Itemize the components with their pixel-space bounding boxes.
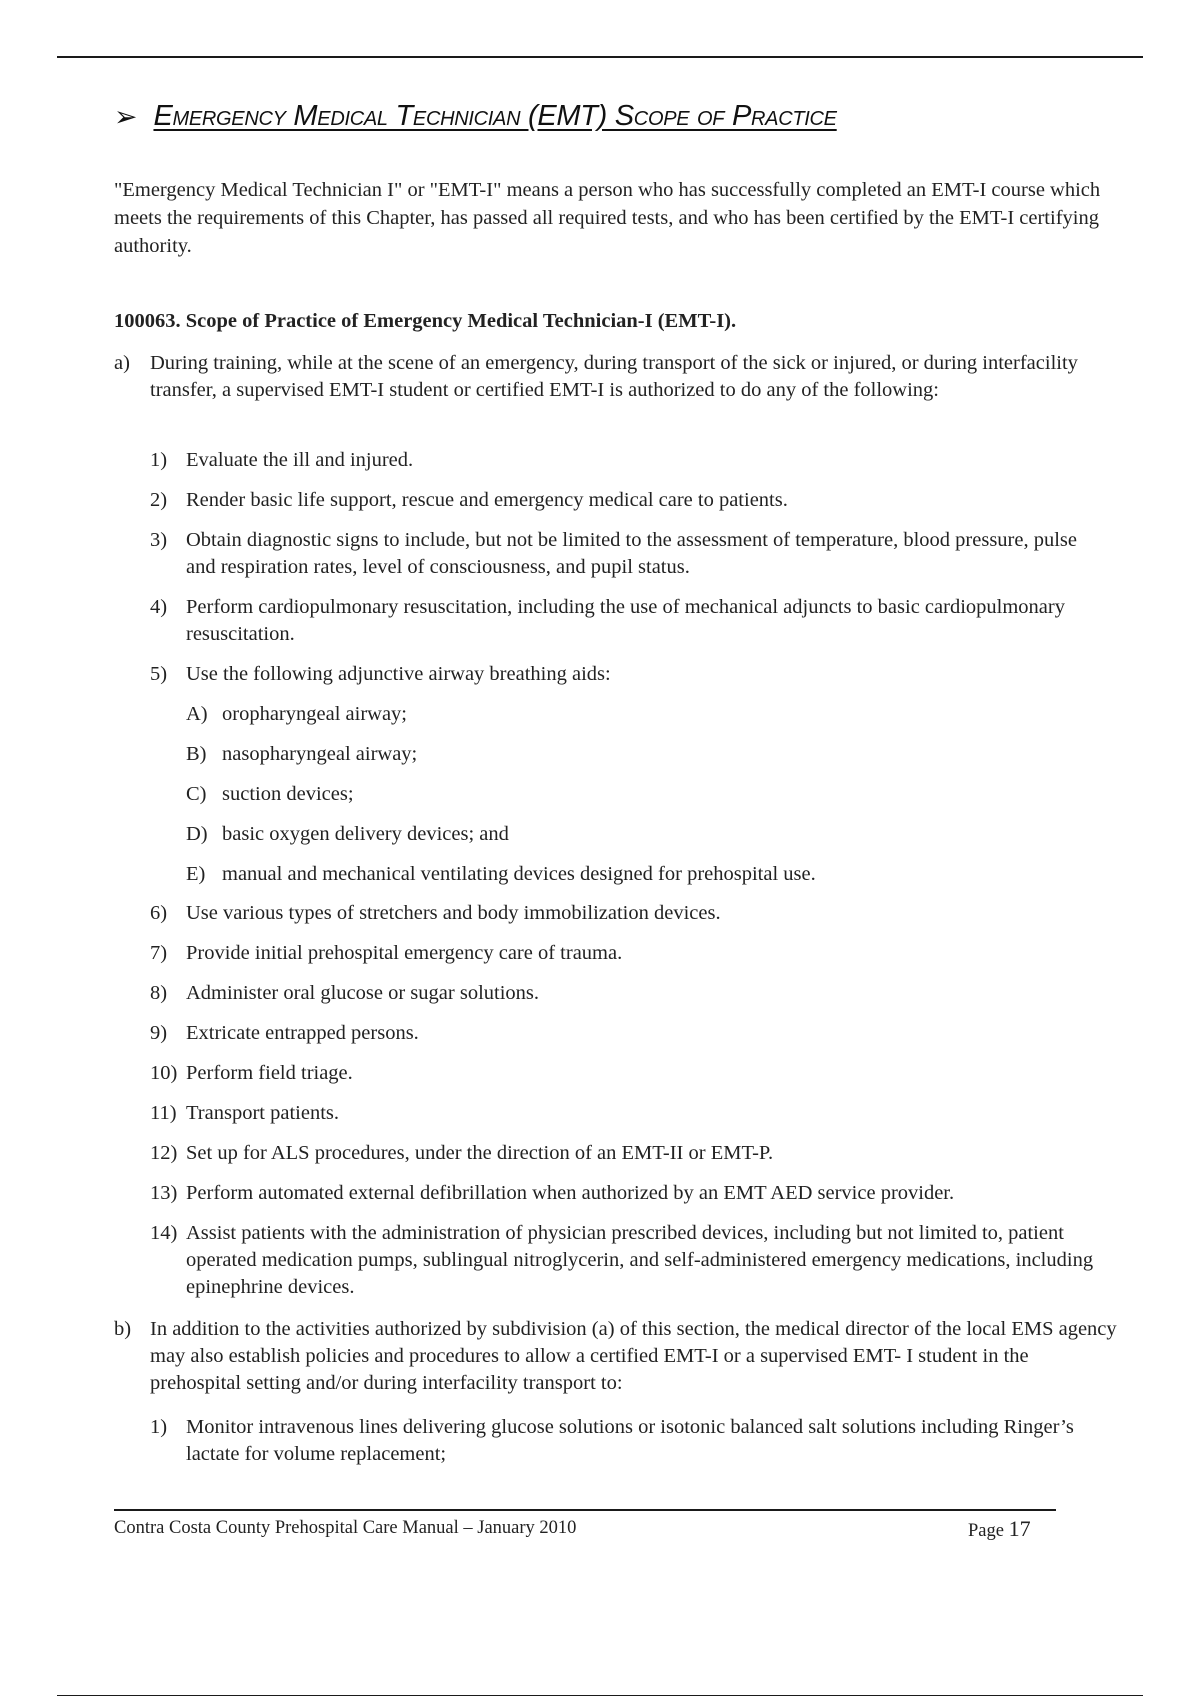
sub-list-item	[186, 781, 1126, 808]
item-text: Perform automated external defibrillation when authorized by an EMT AED service provider.	[186, 1182, 955, 1204]
item-text: Administer oral glucose or sugar solutions.	[186, 982, 540, 1004]
section-heading	[114, 100, 837, 133]
list-item	[150, 1020, 1130, 1047]
item-label: 13)	[150, 1182, 178, 1204]
list-item-b	[114, 1316, 1124, 1397]
item-label: B)	[186, 743, 207, 765]
list-item	[150, 661, 1130, 688]
item-label: 2)	[150, 489, 168, 511]
page-number-value: 17	[1008, 1516, 1031, 1541]
item-text: oropharyngeal airway;	[222, 703, 407, 725]
item-label: 6)	[150, 902, 168, 924]
item-label: 11)	[150, 1102, 177, 1124]
list-item	[150, 447, 1130, 474]
list-item	[150, 527, 1100, 581]
item-text: Perform field triage.	[186, 1062, 353, 1084]
item-text: Transport patients.	[186, 1102, 339, 1124]
sub-list-item	[186, 741, 1126, 768]
list-item	[150, 1100, 1130, 1127]
item-text: basic oxygen delivery devices; and	[222, 823, 509, 845]
page-number	[968, 1516, 1031, 1542]
item-text: In addition to the activities authorized by subdivision (a) of this section, the medical director of the local EMS agency may also establish policies and procedures to allow a certified EMT-I or a supervised EMT- I student in the prehospital setting and/or during interfacility transport to:	[150, 1318, 1117, 1394]
list-item	[150, 1140, 1130, 1167]
footer-rule	[114, 1509, 1056, 1511]
sub-list-item	[186, 701, 1126, 728]
item-label: 7)	[150, 942, 168, 964]
list-item	[150, 1414, 1100, 1468]
item-text: Provide initial prehospital emergency care of trauma.	[186, 942, 623, 964]
item-label: a)	[114, 352, 130, 374]
item-text: Render basic life support, rescue and emergency medical care to patients.	[186, 489, 788, 511]
item-text: Use various types of stretchers and body immobilization devices.	[186, 902, 721, 924]
item-label: b)	[114, 1318, 132, 1340]
page-label: Page	[968, 1521, 1004, 1541]
list-item	[150, 940, 1130, 967]
item-text: Evaluate the ill and injured.	[186, 449, 414, 471]
item-text: Use the following adjunctive airway breathing aids:	[186, 663, 611, 685]
item-label: 1)	[150, 449, 168, 471]
item-label: 12)	[150, 1142, 178, 1164]
item-label: E)	[186, 863, 206, 885]
list-item	[150, 487, 1130, 514]
arrow-bullet-icon: ➢	[114, 100, 138, 132]
footer-title: Contra Costa County Prehospital Care Manual – January 2010	[114, 1518, 577, 1538]
item-text: nasopharyngeal airway;	[222, 743, 418, 765]
item-label: A)	[186, 703, 208, 725]
list-item	[150, 1220, 1130, 1301]
list-item	[150, 594, 1100, 648]
heading-title: Emergency Medical Technician (EMT) Scope of Practice	[153, 100, 837, 132]
list-item-a	[114, 350, 1134, 404]
item-label: 1)	[150, 1416, 168, 1438]
item-label: 10)	[150, 1062, 178, 1084]
item-label: 9)	[150, 1022, 168, 1044]
list-item	[150, 900, 1130, 927]
list-item	[150, 1180, 1130, 1207]
item-text: Extricate entrapped persons.	[186, 1022, 419, 1044]
item-text: During training, while at the scene of an emergency, during transport of the sick or injured, or during interfacility transfer, a supervised EMT-I student or certified EMT-I is authorized to do any of the following:	[150, 352, 1078, 401]
item-label: 3)	[150, 529, 168, 551]
item-label: 4)	[150, 596, 168, 618]
item-label: C)	[186, 783, 207, 805]
top-rule	[57, 56, 1143, 58]
sub-list-item	[186, 861, 1126, 888]
list-item	[150, 1060, 1130, 1087]
item-text: Monitor intravenous lines delivering glucose solutions or isotonic balanced salt solutions including Ringer’s lactate for volume replacement;	[186, 1416, 1074, 1465]
item-label: 14)	[150, 1222, 178, 1244]
item-label: D)	[186, 823, 208, 845]
item-text: Obtain diagnostic signs to include, but not be limited to the assessment of temperature, blood pressure, pulse and respiration rates, level of consciousness, and pupil status.	[186, 529, 1078, 578]
bottom-rule	[57, 1695, 1143, 1696]
section-title: 100063. Scope of Practice of Emergency Medical Technician-I (EMT-I).	[114, 310, 737, 332]
item-text: Assist patients with the administration of physician prescribed devices, including but not limited to, patient operated medication pumps, sublingual nitroglycerin, and self-administered emergency medications, including epinephrine devices.	[186, 1222, 1094, 1298]
item-text: manual and mechanical ventilating devices designed for prehospital use.	[222, 863, 816, 885]
item-text: suction devices;	[222, 783, 354, 805]
item-label: 8)	[150, 982, 168, 1004]
item-label: 5)	[150, 663, 168, 685]
intro-paragraph: "Emergency Medical Technician I" or "EMT-I" means a person who has successfully completed an EMT-I course which meets the requirements of this Chapter, has passed all required tests, and who has been certified by the EMT-I certifying authority.	[114, 179, 1101, 257]
sub-list-item	[186, 821, 1126, 848]
list-item	[150, 980, 1130, 1007]
item-text: Perform cardiopulmonary resuscitation, including the use of mechanical adjuncts to basic cardiopulmonary resuscitation.	[186, 596, 1065, 645]
item-text: Set up for ALS procedures, under the direction of an EMT-II or EMT-P.	[186, 1142, 774, 1164]
